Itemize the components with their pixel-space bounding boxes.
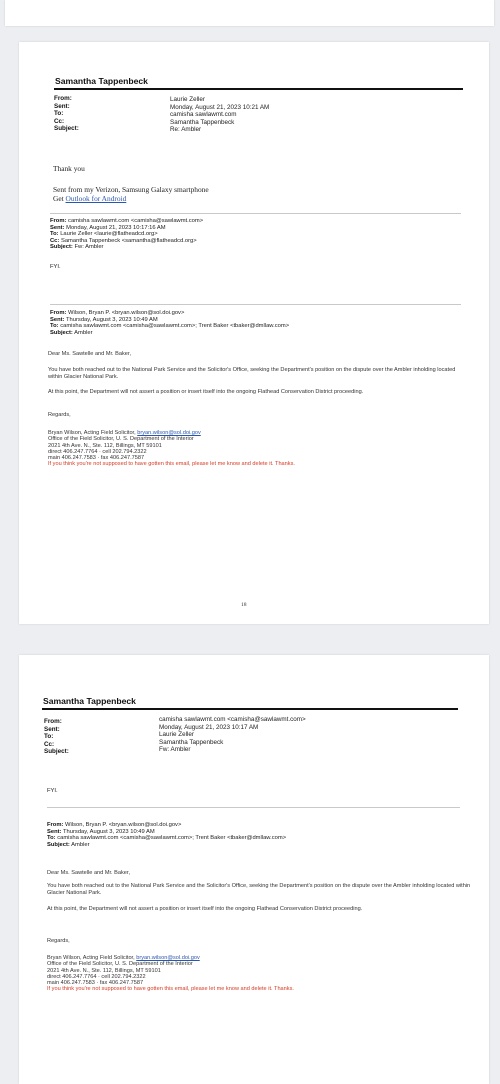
sig-email-link[interactable]: bryan.wilson@sol.doi.gov bbox=[137, 430, 201, 436]
from-label: From: bbox=[54, 95, 72, 102]
fwd-from-label: From: bbox=[50, 218, 67, 224]
sig-direct: direct 406.247.7764 · cell 202.794.2322 bbox=[47, 973, 146, 980]
salutation: Dear Ms. Sawtelle and Mr. Baker, bbox=[47, 870, 131, 876]
cc-label: Cc: bbox=[54, 117, 65, 125]
sig-main: main 406.247.7583 · fax 406.247.7587 bbox=[48, 455, 145, 462]
fwd2-to-value: camisha sawlawmt.com <camisha@sawlawmt.com>; Trent Baker <tbaker@dmllaw.com> bbox=[58, 323, 290, 330]
to-label: To: bbox=[54, 110, 64, 118]
email-header-values bbox=[170, 96, 269, 134]
divider bbox=[47, 807, 460, 808]
sent-from-line: Sent from my Verizon, Samsung Galaxy smartphone bbox=[53, 185, 209, 194]
fyi-text: FYI. bbox=[50, 264, 61, 270]
subject-label: Subject: bbox=[44, 748, 69, 756]
forwarded-header-2 bbox=[50, 310, 289, 336]
fyi-text: FYI. bbox=[47, 788, 58, 794]
fwd-to-label: To: bbox=[50, 231, 59, 238]
cc-value: Samantha Tappenbeck bbox=[159, 738, 224, 746]
to-value: Laurie Zeller bbox=[159, 731, 194, 739]
fwd-from-value: Wilson, Bryan P. <bryan.wilson@sol.doi.gov> bbox=[63, 822, 182, 828]
salutation: Dear Ms. Sawtelle and Mr. Baker, bbox=[48, 351, 132, 357]
from-label: From: bbox=[44, 718, 62, 725]
fwd-to-value: Laurie Zeller <laurie@flatheadcd.org> bbox=[58, 231, 158, 238]
paragraph-1: You have both reached out to the National Park Service and the Solicitor's Office, seeking the Department's position on the dispute over the Ambler inholding located within Glacier National Park. bbox=[47, 883, 471, 896]
paragraph-2: At this point, the Department will not assert a position or insert itself into the ongoing Flathead Conservation District proceeding. bbox=[47, 906, 363, 912]
sig-office: Office of the Field Solicitor, U. S. Department of the Interior bbox=[48, 436, 194, 443]
fwd-from-value: camisha sawlawmt.com <camisha@sawlawmt.com> bbox=[66, 218, 204, 224]
fwd-subject-label: Subject: bbox=[47, 841, 70, 848]
fwd2-subject-label: Subject: bbox=[50, 329, 73, 336]
sig-name: Bryan Wilson, Acting Field Solicitor, bbox=[48, 430, 138, 436]
fwd-from-label: From: bbox=[47, 822, 64, 828]
sig-address: 2021 4th Ave. N., Ste. 112, Billings, MT 59101 bbox=[48, 442, 162, 449]
cc-value: Samantha Tappenbeck bbox=[170, 118, 235, 126]
to-value: camisha sawlawmt.com bbox=[170, 111, 237, 119]
sig-warning: If you think you're not supposed to have gotten this email, please let me know and delete it. Thanks. bbox=[47, 986, 294, 993]
fwd-sent-label: Sent: bbox=[50, 224, 65, 231]
fwd-subject-value: Ambler bbox=[69, 841, 90, 848]
sig-name: Bryan Wilson, Acting Field Solicitor, bbox=[47, 955, 137, 961]
signature-block bbox=[47, 955, 294, 993]
sent-value: Monday, August 21, 2023 10:21 AM bbox=[170, 103, 270, 111]
fwd-cc-label: Cc: bbox=[50, 237, 60, 244]
sig-warning: If you think you're not supposed to have gotten this email, please let me know and delete it. Thanks. bbox=[48, 461, 295, 468]
fwd-subject-label: Subject: bbox=[50, 244, 73, 251]
forwarded-header bbox=[47, 822, 286, 848]
sender-rule bbox=[42, 708, 458, 710]
divider bbox=[50, 213, 461, 214]
fwd2-sent-value: Thursday, August 3, 2023 10:49 AM bbox=[64, 316, 158, 323]
get-prefix: Get bbox=[53, 194, 66, 203]
sig-main: main 406.247.7583 · fax 406.247.7587 bbox=[47, 980, 144, 987]
sender-name: Samantha Tappenbeck bbox=[55, 76, 148, 86]
sent-label: Sent: bbox=[54, 102, 70, 110]
subject-value: Fw: Ambler bbox=[159, 746, 191, 754]
fwd2-from-label: From: bbox=[50, 310, 67, 316]
sent-label: Sent: bbox=[44, 725, 60, 733]
sender-name: Samantha Tappenbeck bbox=[43, 696, 136, 706]
outlook-link[interactable]: Outlook for Android bbox=[65, 194, 127, 203]
fwd2-to-label: To: bbox=[50, 323, 59, 330]
sig-direct: direct 406.247.7764 · cell 202.794.2322 bbox=[48, 448, 147, 455]
fwd-sent-label: Sent: bbox=[47, 828, 62, 835]
from-value: camisha sawlawmt.com <camisha@sawlawmt.com> bbox=[159, 716, 306, 723]
subject-value: Re: Ambler bbox=[170, 126, 202, 134]
subject-label: Subject: bbox=[54, 125, 79, 133]
previous-page bbox=[5, 0, 494, 26]
cc-label: Cc: bbox=[44, 740, 55, 748]
page-number: 18 bbox=[241, 602, 247, 608]
fwd2-from-value: Wilson, Bryan P. <bryan.wilson@sol.doi.gov> bbox=[66, 310, 185, 316]
to-label: To: bbox=[44, 733, 54, 741]
sig-email-link[interactable]: bryan.wilson@sol.doi.gov bbox=[136, 955, 200, 961]
regards: Regards, bbox=[48, 412, 71, 418]
paragraph-2: At this point, the Department will not assert a position or insert itself into the ongoing Flathead Conservation District proceeding. bbox=[48, 389, 364, 395]
sig-address: 2021 4th Ave. N., Ste. 112, Billings, MT 59101 bbox=[47, 967, 161, 974]
paragraph-1: You have both reached out to the National Park Service and the Solicitor's Office, seeking the Department's position on the dispute over the Ambler inholding located within Glacier National Park. bbox=[48, 367, 456, 380]
fwd-sent-value: Thursday, August 3, 2023 10:49 AM bbox=[61, 828, 155, 835]
fwd2-subject-value: Ambler bbox=[72, 329, 93, 336]
fwd-cc-value: Samantha Tappenbeck <samantha@flatheadcd.org> bbox=[59, 237, 197, 244]
fwd-to-value: camisha sawlawmt.com <camisha@sawlawmt.com>; Trent Baker <tbaker@dmllaw.com> bbox=[55, 835, 287, 842]
regards: Regards, bbox=[47, 938, 70, 944]
document-page bbox=[19, 655, 489, 1084]
from-value: Laurie Zeller bbox=[170, 96, 205, 103]
sender-rule bbox=[54, 88, 463, 90]
get-outlook-line bbox=[53, 194, 209, 203]
fwd2-sent-label: Sent: bbox=[50, 316, 65, 323]
reply-text: Thank you bbox=[53, 164, 85, 173]
mobile-signature bbox=[53, 185, 209, 203]
fwd-sent-value: Monday, August 21, 2023 10:17:16 AM bbox=[64, 224, 166, 231]
sig-office: Office of the Field Solicitor, U. S. Department of the Interior bbox=[47, 961, 193, 968]
email-header-labels bbox=[54, 95, 79, 133]
email-header-labels bbox=[44, 718, 69, 756]
fwd-to-label: To: bbox=[47, 835, 56, 842]
forwarded-header-1 bbox=[50, 218, 203, 251]
signature-block bbox=[48, 430, 295, 468]
divider bbox=[50, 304, 461, 305]
sent-value: Monday, August 21, 2023 10:17 AM bbox=[159, 723, 259, 731]
fwd-subject-value: Fw: Ambler bbox=[72, 244, 104, 251]
document-page-18 bbox=[19, 42, 489, 624]
email-header-values bbox=[159, 716, 306, 754]
